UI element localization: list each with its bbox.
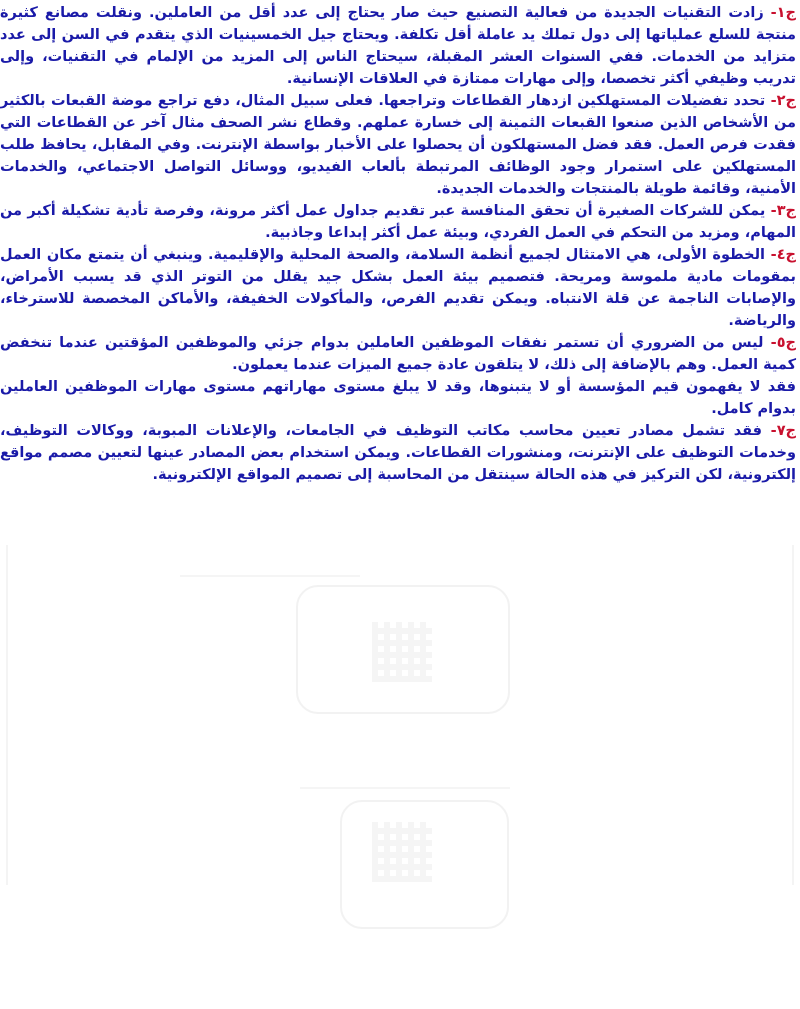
- answer-text: فقد تشمل مصادر تعيين محاسب مكاتب التوظيف في الجامعات، والإعلانات المبوبة، ووكالات التوظيف، وخدمات التوظيف على الإنترنت، ومنشورات القطاعات. ويمكن استخدام بعض المصادر عينها لتعيين مصمم مواقع إلكترونية، لكن التركيز في هذه الحالة سينتقل من المحاسبة إلى تصميم المواقع الإلكترونية.: [0, 423, 796, 483]
- answer-text: تحدد تفضيلات المستهلكين ازدهار القطاعات وتراجعها. فعلى سبيل المثال، دفع تراجع موضة القبعات بالكثير من الأشخاص الذين صنعوا القبعات الثمينة إلى خسارة عملهم. وقطاع نشر الصحف مثال آخر عن القطاعات التي فقدت فرص العمل. فقد فضل المستهلكون أن يحصلوا على الأخبار بواسطة الإنترنت. وفي المقابل، يحافظ طلب المستهلكين على استمرار وجود الوظائف المرتبطة بألعاب الفيديو، ووسائل التواصل الاجتماعي، والخدمات الأمنية، وقائمة طويلة بالمنتجات والخدمات الجديدة.: [0, 93, 796, 197]
- watermark-line: [300, 787, 510, 789]
- watermark-qr-icon: [372, 622, 432, 682]
- answer-text: الخطوة الأولى، هي الامتثال لجميع أنظمة السلامة، والصحة المحلية والإقليمية. وينبغي أن يتمتع مكان العمل بمقومات مادية ملموسة ومريحة. فتصميم بيئة العمل بشكل جيد يقلل من التوتر الذي قد يسبب الأمراض، والإصابات الناجمة عن قلة الانتباه. ويمكن تقديم الفرص، والمأكولات الخفيفة، والأماكن المخصصة للاسترخاء، والرياضة.: [0, 247, 796, 329]
- watermark-border: [6, 545, 8, 885]
- answer-4: [0, 244, 796, 332]
- answer-2: [0, 90, 796, 200]
- watermark-qr-icon: [372, 822, 432, 882]
- answer-marker: ج٥-: [770, 335, 796, 351]
- answer-paragraph: [0, 90, 796, 200]
- answer-marker: ج٤-: [770, 247, 796, 263]
- answers-text: [0, 2, 796, 486]
- answer-paragraph: [0, 244, 796, 332]
- answer-1: [0, 2, 796, 90]
- answer-text: يمكن للشركات الصغيرة أن تحقق المنافسة عبر تقديم جداول عمل أكثر مرونة، وفرصة تأدية تشكيلة أكبر من المهام، ومزيد من التحكم في العمل الفردي، وبيئة عمل أكثر إبداعا وجاذبية.: [0, 203, 796, 241]
- answer-marker: ج٣-: [770, 203, 796, 219]
- answer-7: [0, 420, 796, 486]
- answer-text: ليس من الضروري أن تستمر نفقات الموظفين العاملين بدوام جزئي والموظفين المؤقتين عندما تنخفض كمية العمل. وهم بالإضافة إلى ذلك، لا يتلقون عادة جميع الميزات عندما يعملون.: [0, 335, 796, 373]
- answer-marker: ج٢-: [770, 93, 796, 109]
- answer-paragraph: [0, 200, 796, 244]
- answer-paragraph: [0, 376, 796, 420]
- answer-text-continued: فقد لا يفهمون قيم المؤسسة أو لا يتبنوها، وقد لا يبلغ مستوى مهاراتهم مستوى مهارات الموظفين العاملين بدوام كامل.: [0, 379, 796, 417]
- answer-paragraph: [0, 332, 796, 376]
- answer-text: زادت التقنيات الجديدة من فعالية التصنيع حيث صار يحتاج إلى عدد أقل من العاملين. ونقلت مصانع كثيرة منتجة للسلع عملياتها إلى دول تملك يد عاملة أقل تكلفة. ويحتاج جيل الخمسينيات الذي يتقدم في السن إلى عدد متزايد من الخدمات. ففي السنوات العشر المقبلة، سيحتاج الناس إلى المزيد من الإلمام في التقنيات، وإلى تدريب وظيفي أكثر تخصصا، وإلى مهارات ممتازة في العلاقات الإنسانية.: [0, 5, 796, 87]
- answer-marker: ج٧-: [770, 423, 796, 439]
- answer-paragraph: [0, 420, 796, 486]
- answer-paragraph: [0, 2, 796, 90]
- watermark-border: [792, 545, 794, 885]
- answer-5: [0, 332, 796, 420]
- answer-marker: ج١-: [770, 5, 796, 21]
- answer-3: [0, 200, 796, 244]
- watermark-line: [180, 575, 360, 577]
